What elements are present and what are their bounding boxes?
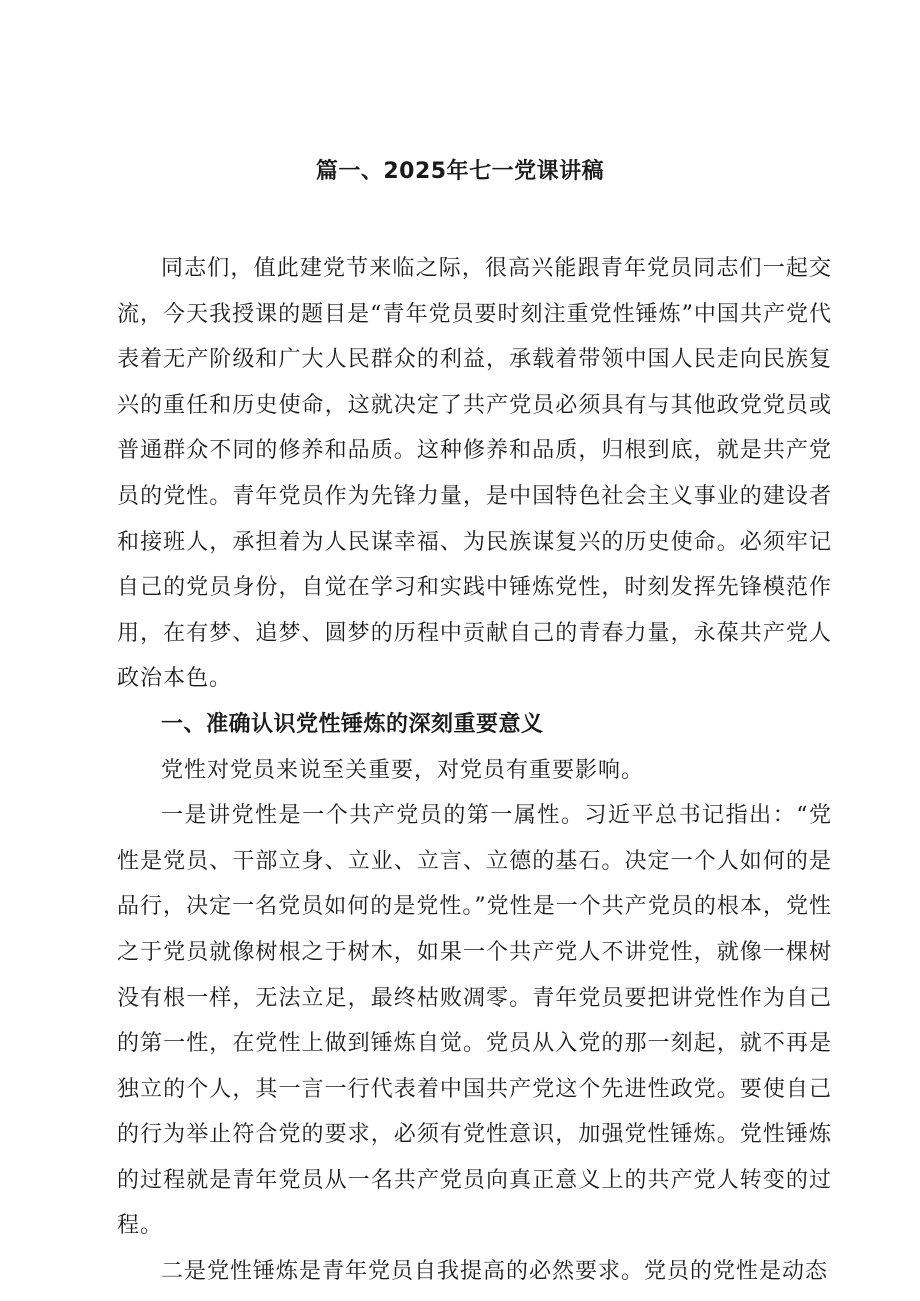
paragraph-section-lead: 党性对党员来说至关重要，对党员有重要影响。 [161, 757, 645, 783]
paragraph-point-one: 一是讲党性是一个共产党员的第一属性。习近平总书记指出：“党性是党员、干部立身、立业、立言、立德的基石。决定一个人如何的是品行，决定一名党员如何的是党性。”党性是一个共产党员的根本，党性之于党员就像树根之于树木，如果一个共产党人不讲党性，就像一棵树没有根一样，无法立足，最终枯败凋零。青年党员要把讲党性作为自己的第一性，在党性上做到锤炼自觉。党员从入党的那一刻起，就不再是独立的个人，其一言一行代表着中国共产党这个先进性政党。要使自己的行为举止符合党的要求，必须有党性意识，加强党性锤炼。党性锤炼的过程就是青年党员从一名共产党员向真正意义上的共产党人转变的过程。 [117, 803, 832, 1239]
section-heading-1: 一、准确认识党性锤炼的深刻重要意义 [161, 711, 544, 737]
paragraph-intro: 同志们，值此建党节来临之际，很高兴能跟青年党员同志们一起交流，今天我授课的题目是“青年党员要时刻注重党性锤炼”中国共产党代表着无产阶级和广大人民群众的利益，承载着带领中国人民走向民族复兴的重任和历史使命，这就决定了共产党员必须具有与其他政党党员或普通群众不同的修养和品质。这种修养和品质，归根到底，就是共产党员的党性。青年党员作为先锋力量，是中国特色社会主义事业的建设者和接班人，承担着为人民谋幸福、为民族谋复兴的历史使命。必须牢记自己的党员身份，自觉在学习和实践中锤炼党性，时刻发挥先锋模范作用，在有梦、追梦、圆梦的历程中贡献自己的青春力量，永葆共产党人政治本色。 [117, 256, 832, 692]
document-body [117, 246, 832, 1295]
document-title: 篇一、2025年七一党课讲稿 [315, 159, 605, 184]
paragraph-point-two: 二是党性锤炼是青年党员自我提高的必然要求。党员的党性是动态 [161, 1259, 829, 1285]
